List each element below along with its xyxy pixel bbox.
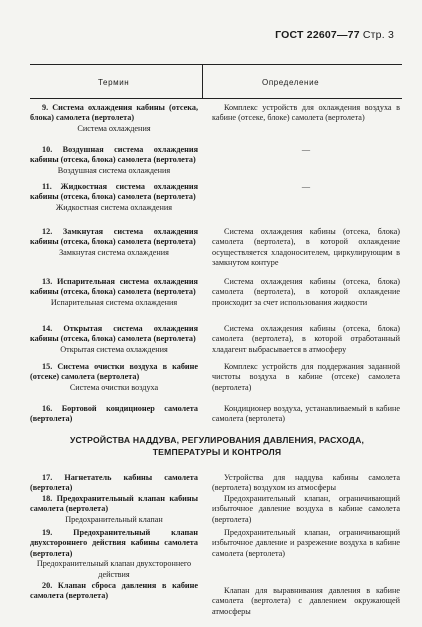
definition-entry xyxy=(212,277,400,308)
term-entry xyxy=(30,227,198,258)
column-header-terms: Термин xyxy=(98,78,130,87)
term-text: 13. Испарительная система охлаждения кабины (отсека, блока) самолета (вертолета) xyxy=(30,277,198,297)
column-header-definition: Определение xyxy=(262,78,320,87)
definition-entry xyxy=(212,494,400,525)
section-title: УСТРОЙСТВА НАДДУВА, РЕГУЛИРОВАНИЯ ДАВЛЕНИЯ, РАСХОДА, ТЕМПЕРАТУРЫ И КОНТРОЛЯ xyxy=(69,435,365,457)
term-short-form: Испарительная система охлаждения xyxy=(50,297,178,307)
definition-text: — xyxy=(301,182,311,191)
term-entry xyxy=(30,182,198,213)
term-short-form: Замкнутая система охлаждения xyxy=(59,247,169,257)
term-short-form: Предохранительный клапан двухстороннего действия xyxy=(36,559,192,579)
definition-entry xyxy=(212,324,400,355)
definition-entry xyxy=(212,103,400,124)
definition-text: Система охлаждения кабины (отсека, блока) самолета (вертолета), в которой охлаждение происходит за счет использования жидкости xyxy=(212,277,400,307)
term-short-form: Открытая система охлаждения xyxy=(60,344,168,354)
term-entry xyxy=(30,404,198,425)
term-entry xyxy=(30,362,198,393)
term-entry xyxy=(30,145,198,176)
term-entry xyxy=(30,473,198,494)
definition-text: Предохранительный клапан, ограничивающий избыточное давление воздуха в кабине самолета (вертолета) xyxy=(212,494,400,524)
definition-text: Система охлаждения кабины (отсека, блока) самолета (вертолета), в которой охлаждение осуществляется хладоносителем, циркулирующим в замкнутом контуре xyxy=(212,227,400,268)
definition-entry xyxy=(212,182,400,192)
term-text: 19. Предохранительный клапан двухстороннего действия кабины самолета (вертолета) xyxy=(30,528,198,558)
definition-entry xyxy=(212,145,400,155)
standard-number: ГОСТ 22607—77 xyxy=(275,29,360,41)
table-column-divider xyxy=(202,64,203,98)
term-text: 15. Система очистки воздуха в кабине (отсеке) самолета (вертолета) xyxy=(30,362,198,382)
definition-text: Клапан для выравнивания давления в кабине самолета (вертолета) с давлением окружающей атмосферы xyxy=(212,586,400,616)
term-short-form: Система очистки воздуха xyxy=(69,382,159,392)
term-entry xyxy=(30,324,198,355)
term-text: 11. Жидкостная система охлаждения кабины (отсека, блока) самолета (вертолета) xyxy=(30,182,198,202)
definition-entry xyxy=(212,362,400,393)
page-number: Стр. 3 xyxy=(362,29,394,41)
definition-text: Комплекс устройств для поддержания заданной чистоты воздуха в кабине (отсеке) самолета (вертолета) xyxy=(212,362,400,392)
definition-text: Система охлаждения кабины (отсека, блока) самолета (вертолета), в которой отработанный хладагент выбрасывается в атмосферу xyxy=(212,324,400,354)
table-top-rule xyxy=(30,64,402,65)
definition-text: Устройства для наддува кабины самолета (вертолета) воздухом из атмосферы xyxy=(212,473,400,493)
term-short-form: Система охлаждения xyxy=(77,123,151,133)
term-text: 20. Клапан сброса давления в кабине самолета (вертолета) xyxy=(30,581,198,601)
term-text: 17. Нагнетатель кабины самолета (вертолета) xyxy=(30,473,198,493)
table-header-rule xyxy=(30,98,402,99)
term-text: 10. Воздушная система охлаждения кабины (отсека, блока) самолета (вертолета) xyxy=(30,145,198,165)
term-text: 12. Замкнутая система охлаждения кабины (отсека, блока) самолета (вертолета) xyxy=(30,227,198,247)
term-entry xyxy=(30,494,198,525)
term-entry xyxy=(30,528,198,580)
definition-text: Кондиционер воздуха, устанавливаемый в кабине самолета (вертолета) xyxy=(212,404,400,424)
term-entry xyxy=(30,103,198,134)
term-text: 9. Система охлаждения кабины (отсека, блока) самолета (вертолета) xyxy=(30,103,198,123)
term-entry xyxy=(30,581,198,602)
term-short-form: Предохранительный клапан xyxy=(65,514,163,524)
term-short-form: Воздушная система охлаждения xyxy=(57,165,171,175)
definition-entry xyxy=(212,227,400,269)
term-text: 16. Бортовой кондиционер самолета (вертолета) xyxy=(30,404,198,424)
definition-entry xyxy=(212,586,400,617)
definition-entry xyxy=(212,528,400,559)
term-entry xyxy=(30,277,198,308)
term-text: 14. Открытая система охлаждения кабины (отсека, блока) самолета (вертолета) xyxy=(30,324,198,344)
definition-text: — xyxy=(301,145,311,154)
definition-entry xyxy=(212,404,400,425)
page-header xyxy=(275,29,394,41)
definition-text: Комплекс устройств для охлаждения воздуха в кабине (отсеке, блоке) самолета (вертолета) xyxy=(212,103,400,123)
term-text: 18. Предохранительный клапан кабины самолета (вертолета) xyxy=(30,494,198,514)
definition-text: Предохранительный клапан, ограничивающий избыточное давление и разрежение воздуха в кабине самолета (вертолета) xyxy=(212,528,400,558)
term-short-form: Жидкостная система охлаждения xyxy=(55,202,173,212)
definition-entry xyxy=(212,473,400,494)
